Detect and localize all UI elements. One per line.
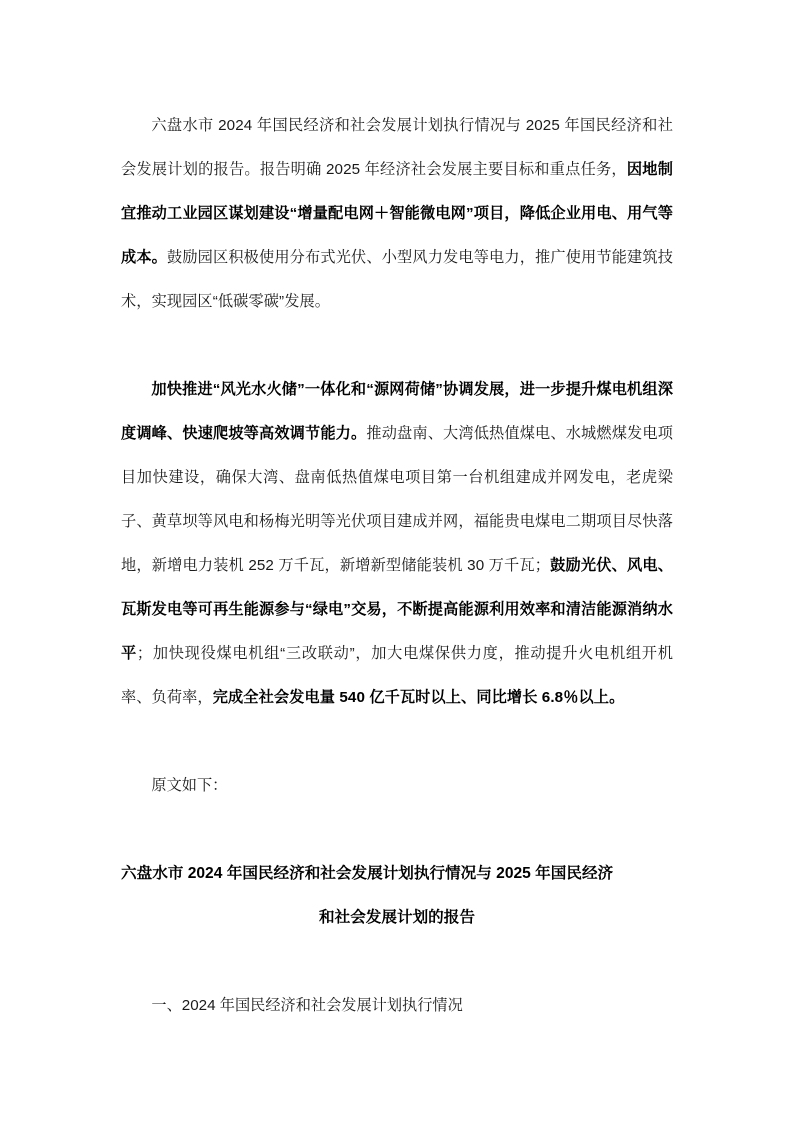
document-content: [121, 104, 673, 1028]
paragraph-1-run-2-bold: 因地制宜推动工业园区谋划建设“增量配电网＋智能微电网”项目，降低企业用电、用气等成本。: [121, 161, 673, 266]
document-title: [121, 852, 673, 940]
document-title-line-1: 六盘水市 2024 年国民经济和社会发展计划执行情况与 2025 年国民经济: [121, 865, 614, 882]
paragraph-2: [121, 368, 673, 720]
paragraph-2-run-5-bold: 完成全社会发电量 540 亿千瓦时以上、同比增长 6.8％以上。: [212, 689, 625, 706]
paragraph-gap-1: [121, 324, 673, 368]
paragraph-1: [121, 104, 673, 324]
paragraph-2-run-3-bold: 鼓励光伏、风电、瓦斯发电等可再生能源参与“绿电”交易，不断提高能源利用效率和清洁能源消纳水平: [121, 557, 673, 662]
paragraph-1-run-1: 六盘水市 2024 年国民经济和社会发展计划执行情况与 2025 年国民经济和社会发展计划的报告。报告明确 2025 年经济社会发展主要目标和重点任务，: [121, 117, 673, 178]
title-gap: [121, 940, 673, 984]
paragraph-2-run-2: 推动盘南、大湾低热值煤电、水城燃煤发电项目加快建设，确保大湾、盘南低热值煤电项目第一台机组建成并网发电，老虎梁子、黄草坝等风电和杨梅光明等光伏项目建成并网，福能贵电煤电二期项目尽快落地，新增电力装机 252 万千瓦，新增新型储能装机 30 万千瓦；: [121, 425, 673, 574]
lead-in-text: 原文如下：: [151, 777, 228, 794]
paragraph-gap-2: [121, 720, 673, 764]
document-title-line-2: 和社会发展计划的报告: [319, 909, 475, 926]
paragraph-2-run-1-bold: 加快推进“风光水火储”一体化和“源网荷储”协调发展，进一步提升煤电机组深度调峰、快速爬坡等高效调节能力。: [121, 381, 673, 442]
paragraph-1-run-3: 鼓励园区积极使用分布式光伏、小型风力发电等电力，推广使用节能建筑技术，实现园区“低碳零碳”发展。: [121, 249, 673, 310]
paragraph-2-run-4: ；加快现役煤电机组“三改联动”，加大电煤保供力度，推动提升火电机组开机率、负荷率，: [121, 645, 673, 706]
lead-in-gap: [121, 808, 673, 852]
section-heading-1: 一、2024 年国民经济和社会发展计划执行情况: [151, 997, 463, 1014]
